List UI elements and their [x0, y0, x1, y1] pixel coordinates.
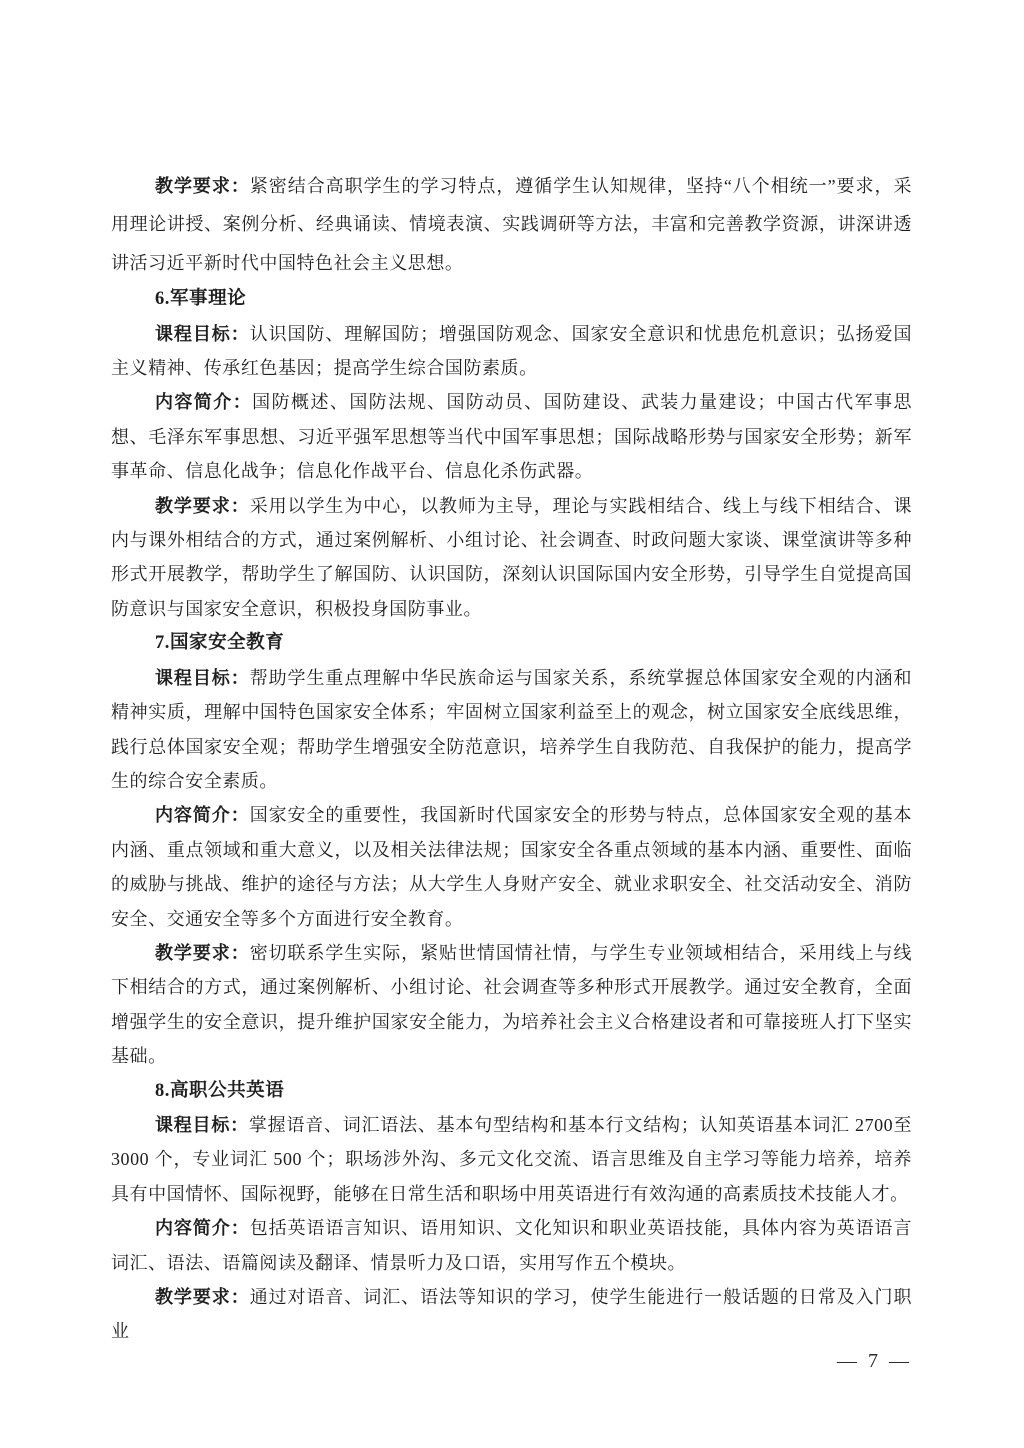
- paragraph: [111, 798, 912, 936]
- section-heading: 6.军事理论: [155, 289, 247, 310]
- paragraph-label: 课程目标：: [155, 667, 250, 688]
- paragraph-text: 国家安全的重要性，我国新时代国家安全的形势与特点，总体国家安全观的基本内涵、重点领域和重大意义，以及相关法律法规；国家安全各重点领域的基本内涵、重要性、面临的威胁与挑战、维护的途径与方法；从大学生人身财产安全、就业求职安全、社交活动安全、消防安全、交通安全等多个方面进行安全教育。: [111, 805, 913, 929]
- paragraph-text: 包括英语语言知识、语用知识、文化知识和职业英语技能，具体内容为英语语言词汇、语法、语篇阅读及翻译、情景听力及口语，实用写作五个模块。: [111, 1218, 913, 1273]
- paragraph-label: 内容简介：: [155, 1218, 250, 1239]
- paragraph: [111, 385, 912, 488]
- paragraph-label: 教学要求：: [155, 176, 250, 196]
- paragraph: [111, 1211, 912, 1280]
- paragraph-text: 密切联系学生实际，紧贴世情国情社情，与学生专业领域相结合，采用线上与线下相结合的方式，通过案例解析、小组讨论、社会调查等多种形式开展教学。通过安全教育，全面增强学生的安全意识，提升维护国家安全能力，为培养社会主义合格建设者和可靠接班人打下坚实基础。: [111, 942, 913, 1067]
- paragraph-label: 内容简介：: [155, 392, 253, 413]
- paragraph: [111, 661, 912, 799]
- paragraph-text: 采用以学生为中心，以教师为主导，理论与实践相结合、线上与线下相结合、课内与课外相结合的方式，通过案例解析、小组讨论、社会调查、时政问题大家谈、课堂演讲等多种形式开展教学，帮助学生了解国防、认识国防，深刻认识国际国内安全形势，引导学生自觉提高国防意识与国家安全意识，积极投身国防事业。: [111, 495, 913, 619]
- paragraph: [111, 317, 912, 386]
- paragraph-text: 国防概述、国防法规、国防动员、国防建设、武装力量建设；中国古代军事思想、毛泽东军事思想、习近平强军思想等当代中国军事思想；国际战略形势与国家安全形势；新军事革命、信息化战争；信息化作战平台、信息化杀伤武器。: [111, 392, 913, 482]
- paragraph-label: 课程目标：: [155, 323, 250, 344]
- paragraph-text: 通过对语音、词汇、语法等知识的学习，使学生能进行一般话题的日常及入门职业: [111, 1287, 913, 1342]
- section-heading: 8.高职公共英语: [155, 1080, 285, 1101]
- paragraph-label: 教学要求：: [155, 1287, 250, 1307]
- document-text-block: [111, 167, 912, 1349]
- paragraph: [111, 489, 912, 627]
- paragraph-text: 认识国防、理解国防；增强国防观念、国家安全意识和忧患危机意识；弘扬爱国主义精神、传承红色基因；提高学生综合国防素质。: [111, 323, 913, 379]
- section-heading: 7.国家安全教育: [155, 633, 285, 654]
- paragraph-label: 教学要求：: [155, 495, 250, 516]
- page-number: — 7 —: [837, 1350, 912, 1372]
- paragraph-text: 掌握语音、词汇语法、基本句型结构和基本行文结构；认知英语基本词汇 2700至3000 个，专业词汇 500 个；职场涉外沟、多元文化交流、语言思维及自主学习等能力培养，培养具有中国情怀、国际视野，能够在日常生活和职场中用英语进行有效沟通的高素质技术技能人才。: [111, 1114, 912, 1204]
- paragraph-text: 紧密结合高职学生的学习特点，遵循学生认知规律，坚持“八个相统一”要求，采用理论讲授、案例分析、经典诵读、情境表演、实践调研等方法，丰富和完善教学资源，讲深讲透讲活习近平新时代中国特色社会主义思想。: [111, 176, 912, 273]
- paragraph: [111, 1280, 912, 1349]
- paragraph-label: 内容简介：: [155, 805, 250, 826]
- paragraph-label: 课程目标：: [155, 1114, 249, 1135]
- paragraph: [111, 936, 912, 1074]
- paragraph-label: 教学要求：: [155, 942, 250, 963]
- paragraph: [111, 1108, 912, 1211]
- paragraph-text: 帮助学生重点理解中华民族命运与国家关系，系统掌握总体国家安全观的内涵和精神实质，理解中国特色国家安全体系；牢固树立国家利益至上的观念，树立国家安全底线思维，践行总体国家安全观；帮助学生增强安全防范意识，培养学生自我防范、自我保护的能力，提高学生的综合安全素质。: [111, 667, 913, 791]
- paragraph: [111, 167, 912, 282]
